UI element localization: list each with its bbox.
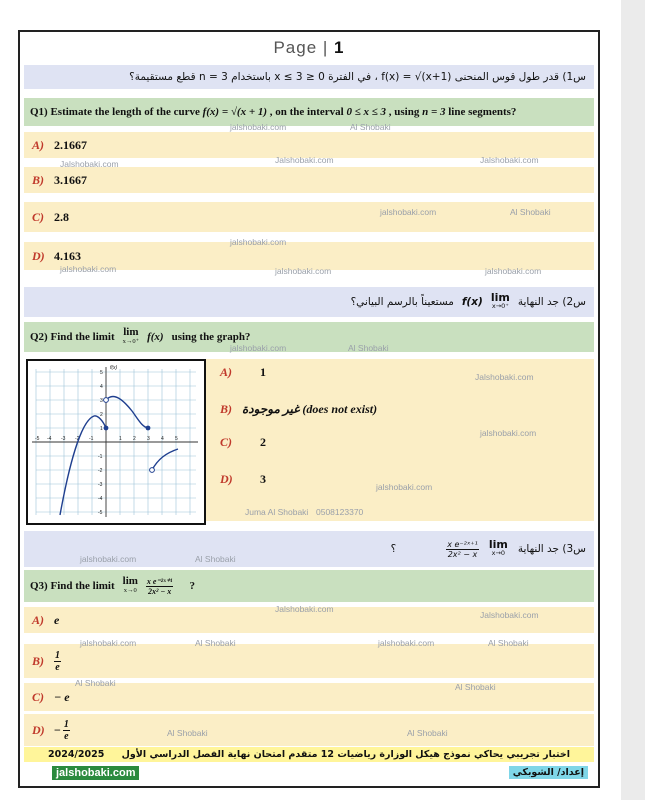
option-letter: A)	[220, 365, 232, 379]
footer-site-link[interactable]: jalshobaki.com	[52, 766, 139, 780]
q2-arabic-limit	[491, 293, 510, 311]
option-letter: C)	[220, 435, 232, 449]
watermark: jalshobaki.com	[480, 428, 537, 438]
q2-graph	[26, 359, 206, 525]
watermark: Al Shobaki	[195, 638, 236, 648]
option-letter: D)	[32, 722, 45, 737]
fraction-den: e	[64, 730, 69, 742]
watermark: jalshobaki.com	[376, 482, 433, 492]
q2-limit	[123, 328, 139, 346]
lim-word: lim	[123, 326, 139, 338]
y-tick: -3	[98, 482, 103, 488]
option-fraction	[54, 650, 61, 673]
open-dot-top	[104, 398, 109, 403]
option-letter: B)	[32, 653, 44, 668]
q3-qmark: ?	[189, 580, 195, 592]
option-letter: C)	[32, 689, 44, 704]
option-letter: A)	[32, 612, 44, 627]
watermark: Al Shobaki	[455, 682, 496, 692]
q3-option-d[interactable]	[24, 714, 594, 746]
q2-prefix: Q2) Find the limit	[30, 331, 115, 343]
lim-sub: x→0	[123, 587, 137, 594]
open-dot-bottom	[150, 468, 155, 473]
fraction-num: 1	[63, 718, 69, 730]
q3-prefix: Q3) Find the limit	[30, 580, 115, 592]
q3-arabic-prefix: س3) جد النهاية	[517, 543, 586, 555]
footer-row	[24, 766, 594, 782]
watermark: Al Shobaki	[350, 122, 391, 132]
q2-arabic-expr: f(x)	[461, 296, 483, 308]
lim-sub: x→0⁺	[122, 338, 140, 345]
option-value: غير موجودة (does not exist)	[242, 402, 378, 416]
fraction-den: 2x² − x	[148, 586, 172, 596]
x-tick: 4	[161, 436, 164, 442]
option-letter: D)	[220, 472, 233, 486]
footer-year: 2024/2025	[47, 749, 105, 760]
watermark: Al Shobaki	[195, 554, 236, 564]
q2-option-a[interactable]	[212, 365, 274, 380]
page-number: 1	[334, 38, 345, 57]
q3-arabic-qmark: ؟	[390, 543, 397, 555]
watermark: jalshobaki.com	[230, 343, 287, 353]
option-letter: B)	[32, 172, 44, 187]
x-tick: -3	[61, 436, 66, 442]
fraction-num: x e⁻²ˣ⁺¹	[146, 576, 173, 586]
x-tick: 1	[119, 436, 122, 442]
option-value: −	[54, 722, 61, 737]
watermark: Jalshobaki.com	[475, 372, 534, 382]
watermark: Jalshobaki.com	[480, 610, 539, 620]
watermark: Jalshobaki.com	[60, 159, 119, 169]
option-value: 2.1667	[54, 137, 87, 152]
closed-dot-right	[146, 426, 151, 431]
q1-n: n = 3	[422, 106, 446, 118]
option-letter: C)	[32, 209, 44, 224]
q2-option-d[interactable]	[212, 472, 274, 487]
x-tick: -1	[89, 436, 94, 442]
y-tick: -4	[98, 496, 103, 502]
fraction-num: 1	[55, 649, 60, 661]
watermark: Jalshobaki.com	[275, 155, 334, 165]
closed-dot-left	[104, 426, 109, 431]
watermark: Al Shobaki	[167, 728, 208, 738]
q3-arabic-fraction	[446, 540, 479, 559]
footer-arabic-title: اختبار تجريبي يحاكي نموذج هيكل الوزارة رياضيات 12 متقدم امتحان نهاية الفصل الدراسي الأول	[121, 749, 571, 760]
q3-arabic-limit	[489, 540, 508, 558]
q1-prefix: Q1) Estimate the length of the curve	[30, 106, 200, 118]
q2-arabic-prefix: س2) جد النهاية	[517, 296, 586, 308]
fraction-num: x e⁻²ˣ⁺¹	[447, 539, 478, 549]
fraction-den: e	[55, 661, 60, 673]
q2-option-b[interactable]	[212, 402, 385, 417]
q1-interval: 0 ≤ x ≤ 3	[346, 106, 387, 118]
watermark: Al Shobaki	[510, 207, 551, 217]
q1-option-b[interactable]	[24, 167, 594, 193]
option-value: 2	[260, 435, 266, 449]
page-label: Page |	[273, 38, 329, 57]
fraction-den: 2x² − x	[447, 549, 478, 559]
watermark: jalshobaki.com	[485, 266, 542, 276]
x-tick: 2	[133, 436, 136, 442]
worksheet-page	[18, 30, 600, 788]
watermark: jalshobaki.com	[378, 638, 435, 648]
lim-word: lim	[488, 538, 508, 551]
option-value: 3	[260, 472, 266, 486]
q2-suffix: using the graph?	[171, 331, 251, 343]
y-tick: -2	[98, 468, 103, 474]
footer-title	[24, 747, 594, 762]
x-tick: -5	[35, 436, 40, 442]
watermark: jalshobaki.com	[275, 266, 332, 276]
watermark: jalshobaki.com	[60, 264, 117, 274]
x-tick: -4	[47, 436, 52, 442]
curve-middle	[106, 396, 148, 428]
x-tick: 3	[147, 436, 150, 442]
watermark: Al Shobaki	[348, 343, 389, 353]
watermark: Jalshobaki.com	[275, 604, 334, 614]
y-tick: 3	[100, 398, 103, 404]
watermark: jalshobaki.com	[380, 207, 437, 217]
option-fraction	[63, 719, 70, 742]
option-value: e	[54, 612, 60, 627]
q1-arabic-prompt	[24, 65, 594, 89]
q2-arabic-suffix: مستعيناً بالرسم البياني؟	[350, 296, 454, 308]
q3-fraction	[146, 577, 174, 596]
footer-prepared-by: إعداد/ الشوبكي	[509, 766, 588, 779]
option-letter: D)	[32, 248, 45, 263]
q2-arabic-prompt	[24, 287, 594, 317]
q1-mid2: , using	[388, 106, 420, 118]
y-tick: 1	[100, 426, 103, 432]
q3-limit	[123, 577, 138, 595]
q1-option-c[interactable]	[24, 202, 594, 232]
option-letter: B)	[220, 402, 232, 416]
watermark: jalshobaki.com	[80, 638, 137, 648]
option-value: 4.163	[54, 248, 81, 263]
curve-right	[152, 449, 178, 470]
y-tick: 4	[100, 384, 103, 390]
q2-option-c[interactable]	[212, 435, 274, 450]
watermark: Al Shobaki	[75, 678, 116, 688]
option-value: − e	[54, 689, 70, 704]
y-axis-label: f(x)	[110, 365, 118, 371]
q1-function: f(x) = √(x + 1)	[202, 106, 267, 118]
option-value: 1	[260, 365, 266, 379]
q2-english-prompt	[24, 322, 594, 352]
page-header	[20, 38, 598, 58]
watermark: Al Shobaki	[407, 728, 448, 738]
y-tick: 5	[100, 370, 103, 376]
watermark: 0508123370	[316, 507, 364, 517]
lim-word: lim	[122, 575, 138, 587]
watermark: Jalshobaki.com	[480, 155, 539, 165]
q2-expr: f(x)	[147, 331, 164, 343]
graph-svg	[28, 361, 204, 523]
q3-option-b[interactable]	[24, 644, 594, 678]
watermark: Al Shobaki	[488, 638, 529, 648]
q1-suffix: line segments?	[448, 106, 517, 118]
watermark: jalshobaki.com	[230, 237, 287, 247]
watermark: jalshobaki.com	[230, 122, 287, 132]
lim-sub: x→0	[491, 549, 506, 557]
option-value: 3.1667	[54, 172, 87, 187]
q1-arabic-text: س1) قدر طول قوس المنحنى f(x) = √(x+1) ، في الفترة 0 ≤ x ≤ 3 باستخدام n = 3 قطع مستقيمة؟	[129, 71, 586, 83]
option-letter: A)	[32, 137, 44, 152]
q1-mid: , on the interval	[269, 106, 344, 118]
right-sidebar	[621, 0, 645, 800]
watermark: jalshobaki.com	[80, 554, 137, 564]
q3-english-prompt	[24, 570, 594, 602]
option-value: 2.8	[54, 209, 69, 224]
lim-sub: x→0⁺	[491, 302, 509, 310]
y-tick: 2	[100, 412, 103, 418]
lim-word: lim	[490, 291, 510, 304]
watermark: Juma Al Shobaki	[245, 507, 309, 517]
y-tick: -1	[98, 454, 103, 460]
x-tick: -2	[75, 436, 80, 442]
q1-english-prompt	[24, 98, 594, 126]
y-tick: -5	[98, 510, 103, 516]
x-tick: 5	[175, 436, 178, 442]
